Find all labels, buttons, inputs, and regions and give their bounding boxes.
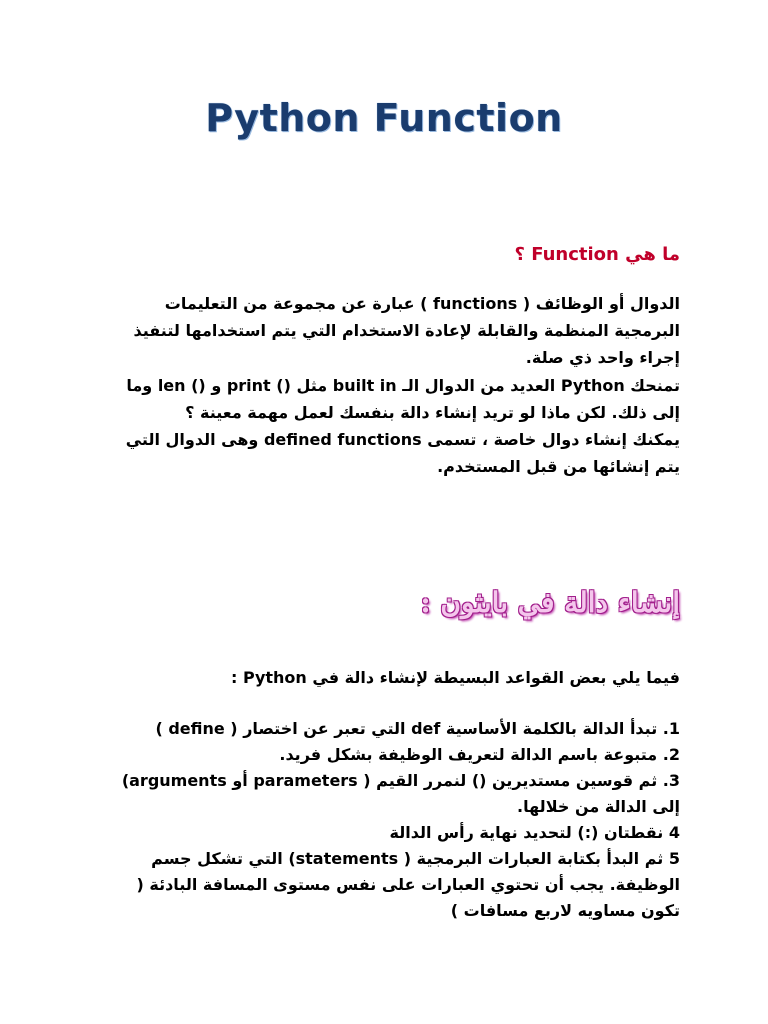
list-item: 4 نقطتان (:) لتحديد نهاية رأس الدالة <box>389 823 680 842</box>
list-item: 3. ثم قوسين مستديرين () لنمرر القيم ( parameters أو arguments) إلى الدالة من خلالها. <box>121 771 680 816</box>
rules-list <box>96 716 680 924</box>
list-item: 5 ثم البدأ بكتابة العبارات البرمجية ( statements) التي تشكل جسم الوظيفة. يجب أن تحتوي العبارات على نفس مستوى المسافة البادئة ( تكون مساويه لاربع مسافات ) <box>136 849 680 920</box>
section-heading-what <box>96 244 680 265</box>
heading-english: Function <box>531 244 619 265</box>
heading-arabic: ما هي <box>625 244 680 265</box>
paragraph-user-defined: يمكنك إنشاء دوال خاصة ، تسمى defined functions وهى الدوال التي يتم إنشائها من قبل المستخدم. <box>125 430 680 476</box>
heading-mark: ؟ <box>514 244 525 265</box>
list-item: 2. متبوعة باسم الدالة لتعريف الوظيفة بشكل فريد. <box>279 745 680 764</box>
paragraph-definition: الدوال أو الوظائف ( functions ) عبارة عن مجموعة من التعليمات البرمجية المنظمة والقابلة لإعادة الاستخدام التي يتم استخدامها لتنفيذ إجراء واحد ذي صلة. <box>133 294 680 367</box>
page-title: Python Function <box>205 96 563 140</box>
rules-intro: فيما يلي بعض القواعد البسيطة لإنشاء دالة في Python : <box>230 668 680 687</box>
list-item: 1. تبدأ الدالة بالكلمة الأساسية def التي تعبر عن اختصار ( define ) <box>155 719 680 738</box>
section-heading-create: إنشاء دالة في بايثون : <box>420 586 680 619</box>
paragraph-builtin: تمنحك Python العديد من الدوال الـ built in مثل () print و () len وما إلى ذلك. لكن ماذا لو تريد إنشاء دالة بنفسك لعمل مهمة معينة ؟ <box>126 376 680 422</box>
